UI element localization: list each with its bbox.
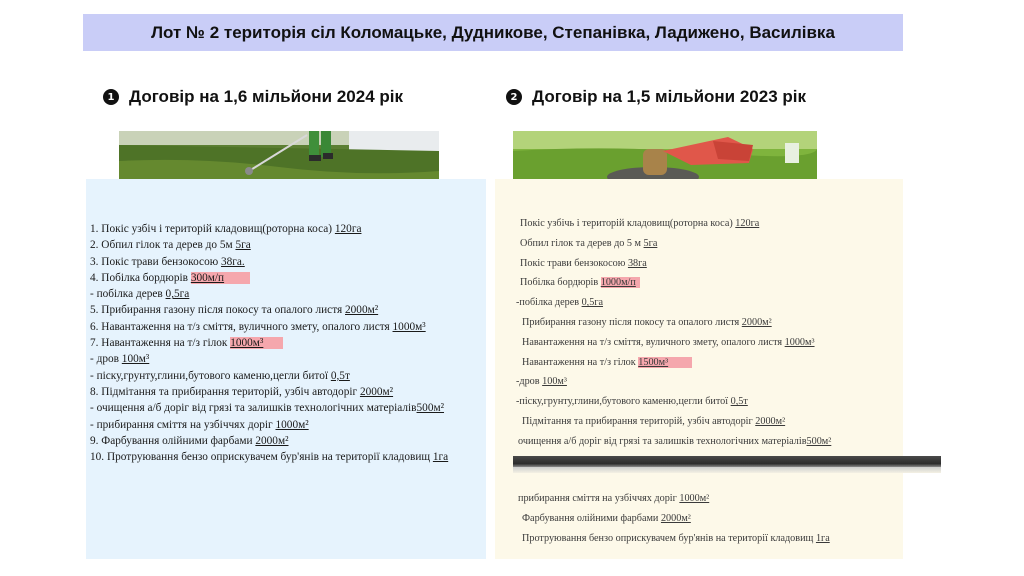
line-value: 2000м² [741,316,772,328]
line-value: 2000м² [359,385,394,398]
document-line: Обпил гілок та дерев до 5 м 5га [520,237,658,249]
document-line: 3. Покіс трави бензокосою 38га. [90,255,245,268]
line-value: 2000м² [345,304,379,317]
section-title: Договір на 1,5 мільйони 2023 рік [532,87,807,106]
section-number-badge: 1 [103,89,119,105]
section-number-badge: 2 [506,89,522,105]
document-line: Навантаження на т/з гілок 1500м³ [516,353,902,373]
line-value: 0,5т [730,396,748,408]
scan-page-edge-shadow [513,467,941,473]
line-value: 2000м² [660,512,691,524]
line-value: 100м³ [121,353,150,366]
document-line: Навантаження на т/з сміття, вуличного змету, опалого листя 1000м³ [522,336,815,348]
line-value: 2000м² [255,434,289,447]
line-value: 0,5га [581,297,604,309]
document-line: Побілка бордюрів 1000м/п [516,273,902,293]
highlighted-value: 1500м³ [638,357,692,368]
document-line: - піску,грунту,глини,бутового каменю,цегли битої 0,5т [90,369,350,382]
contract-2023-document-top [516,214,902,452]
document-line: 10. Протруювання бензо оприскувачем бур'янів на території кладовищ 1га [90,451,449,464]
document-line: 4. Побілка бордюрів 300м/п [90,270,485,286]
document-line: 5. Прибирання газону після покосу та опалого листя 2000м² [90,304,379,317]
line-value: 120га [735,218,760,229]
document-line: - очищення а/б доріг від грязі та залишків технологічних матеріалів500м² [90,402,445,415]
line-value: 1000м³ [784,336,815,348]
highlighted-value: 300м/п [191,272,250,284]
line-value: 5га [643,237,658,249]
document-line: - прибирання сміття на узбіччях доріг 1000м² [90,418,309,431]
document-line: -побілка дерев 0,5га [516,297,604,309]
document-line: Фарбування олійними фарбами 2000м² [522,512,691,524]
line-value: 0,5га [165,288,190,301]
document-line: Прибирання газону після покосу та опалого листя 2000м² [522,316,772,328]
document-line: - дров 100м³ [90,353,150,366]
document-line: Покіс узбічь і територій кладовищ(роторна коса) 120га [520,218,760,229]
document-line: Підмітання та прибирання територій, узбіч автодоріг 2000м² [522,415,786,427]
line-value: 500м² [416,402,445,415]
line-value: 1га [432,451,449,464]
scan-page-edge [513,456,941,467]
document-line: Протруювання бензо оприскувачем бур'янів на території кладовищ 1га [522,532,830,544]
document-line: очищення а/б доріг від грязі та залишків технологічних матеріалів500м² [518,435,832,447]
line-value: 100м³ [542,376,567,388]
document-line: 8. Підмітання та прибирання територій, узбіч автодоріг 2000м² [90,385,394,398]
document-line: 1. Покіс узбіч і територій кладовищ(роторна коса) 120га [90,223,362,235]
highlighted-value: 1000м³ [230,337,283,349]
contract-2024-document [90,221,485,465]
document-line: 2. Обпил гілок та дерев до 5м 5га [90,239,251,252]
document-line: прибирання сміття на узбіччях доріг 1000м² [518,493,710,504]
line-value: 0,5т [330,369,350,382]
line-value: 1000м² [275,418,309,431]
contract-2023-document-bottom [516,489,902,548]
document-line: Покіс трави бензокосою 38га [520,257,647,269]
document-line: 6. Навантаження на т/з сміття, вуличного змету, опалого листя 1000м³ [90,320,426,333]
line-value: 2000м² [755,415,786,427]
document-line: - побілка дерев 0,5га [90,288,190,301]
section-heading-2024 [103,87,403,107]
line-value: 38га [627,257,647,269]
document-line: 9. Фарбування олійними фарбами 2000м² [90,434,289,447]
line-value: 1000м² [679,493,710,504]
document-line: 7. Навантаження на т/з гілок 1000м³ [90,335,485,351]
line-value: 38га. [220,255,245,268]
slide-title: Лот № 2 територія сіл Коломацьке, Дудникове, Степанівка, Ладижено, Василівка [151,22,835,42]
document-line: -піску,грунту,глини,бутового каменю,цегли битої 0,5т [516,396,748,408]
highlighted-value: 1000м/п [601,277,640,288]
line-value: 1га [815,532,830,544]
line-value: 1000м³ [392,320,426,333]
section-title: Договір на 1,6 мільйони 2024 рік [129,87,404,106]
slide-title-bar [83,14,903,51]
line-value: 5га [235,239,251,252]
section-heading-2023 [506,87,806,107]
document-line: -дров 100м³ [516,376,567,388]
line-value: 500м² [806,435,832,447]
line-value: 120га [334,223,362,235]
